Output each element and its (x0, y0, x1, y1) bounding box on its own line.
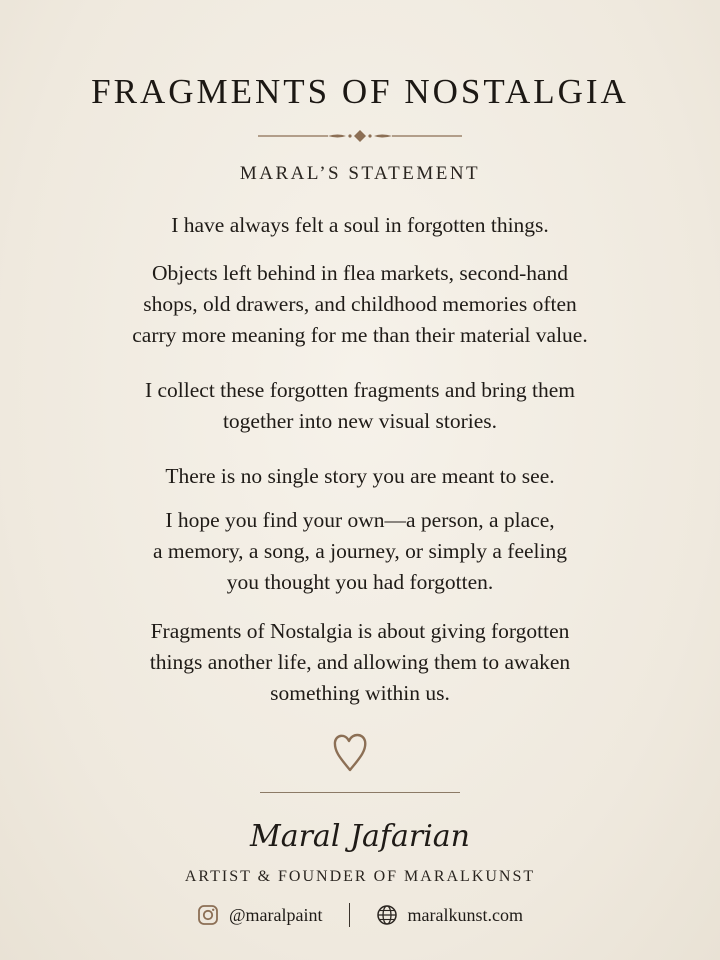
instagram-link[interactable] (197, 904, 323, 926)
statement-paragraph-6: Fragments of Nostalgia is about giving forgotten things another life, and allowing them to awaken something within us. (149, 619, 571, 705)
statement-paragraph-5: I hope you find your own—a person, a place, a memory, a song, a journey, or simply a feeling you thought you had forgotten. (153, 508, 567, 594)
website-link[interactable] (376, 904, 523, 926)
contact-divider (349, 903, 350, 927)
signature-text: Maral Jafarian (249, 819, 471, 854)
statement-paragraph-4: There is no single story you are meant to see. (165, 464, 555, 488)
statement-paragraph-1: I have always felt a soul in forgotten things. (171, 213, 549, 237)
statement-paragraph-2: Objects left behind in flea markets, second-hand shops, old drawers, and childhood memories often carry more meaning for me than their material value. (132, 261, 588, 347)
artist-role: ARTIST & FOUNDER OF MARALKUNST (184, 868, 536, 885)
ornament-divider (258, 127, 462, 145)
instagram-icon (197, 904, 219, 926)
website-url: maralkunst.com (407, 904, 524, 925)
statement-paragraph-3: I collect these forgotten fragments and bring them together into new visual stories. (144, 378, 576, 433)
instagram-handle: @maralpaint (228, 904, 323, 925)
globe-icon (376, 904, 398, 926)
signature (200, 808, 520, 868)
contact-row (0, 900, 720, 930)
page-title: FRAGMENTS OF NOSTALGIA (91, 72, 629, 111)
signature-rule (260, 792, 460, 793)
statement-subtitle: MARAL’S STATEMENT (239, 163, 481, 184)
heart-icon (330, 730, 370, 774)
